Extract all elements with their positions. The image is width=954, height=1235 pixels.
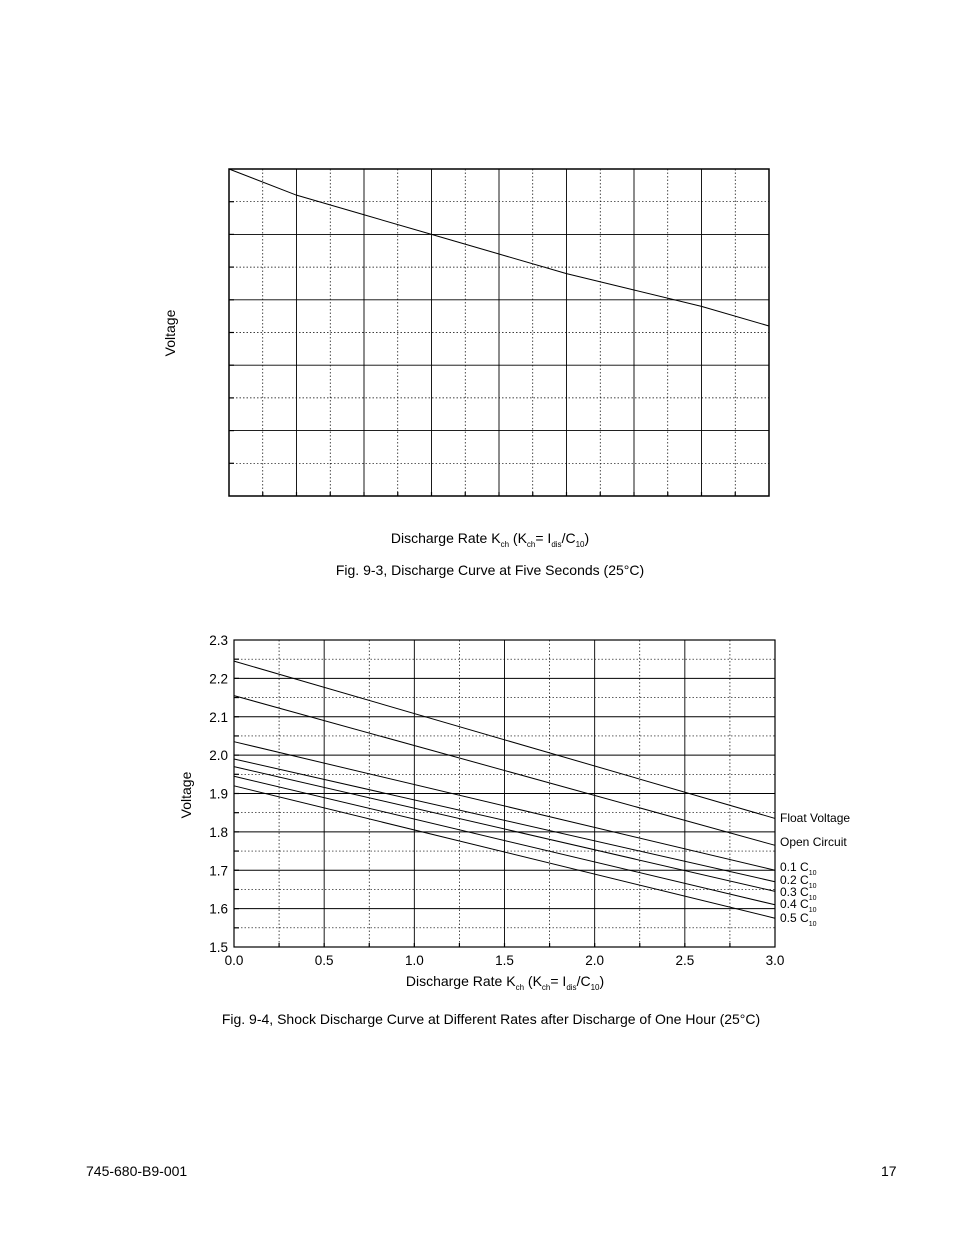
y-tick-label: 2.1: [209, 709, 228, 725]
y-tick-label: 1.8: [209, 824, 228, 840]
x-axis-label: Discharge Rate $K_{ch}$ $(K_{ch}= I_{dis}/C_{10})$: [390, 530, 590, 549]
x-tick-label: 3.0: [765, 953, 785, 968]
series-label-3: 0.1 $C_{10}$: [780, 860, 817, 877]
series-label-6: 0.4 $C_{10}$: [780, 897, 817, 914]
series-label-5: 0.3 $C_{10}$: [780, 885, 817, 902]
figure-caption: Fig. 9-3, Discharge Curve at Five Seconds (25°C): [335, 562, 645, 578]
grid: [234, 640, 775, 947]
chart-shock-discharge: [178, 633, 850, 1027]
series-label-2: Open Circuit: [780, 835, 847, 849]
x-tick-label: 2.5: [675, 953, 695, 968]
y-axis-label: Voltage: [162, 309, 178, 357]
y-tick-label: 1.9: [209, 786, 228, 802]
x-axis-label: Discharge Rate $K_{ch}$ $(K_{ch}= I_{dis}/C_{10})$: [405, 973, 605, 992]
y-tick-label: 2.3: [209, 633, 228, 648]
y-tick-label: 1.7: [209, 863, 228, 879]
series-labels: [780, 811, 850, 928]
y-tick-label: 2.0: [209, 748, 228, 764]
x-tick-labels: [225, 953, 785, 968]
y-tick-label: 1.5: [209, 940, 228, 955]
series-label-7: 0.5 $C_{10}$: [780, 911, 817, 928]
y-tick-label: 1.6: [209, 901, 228, 917]
y-tick-labels: [209, 633, 228, 955]
x-tick-label: 2.0: [585, 953, 605, 968]
grid: [229, 169, 769, 496]
x-tick-label: 0.0: [224, 953, 244, 968]
x-tick-label: 0.5: [314, 953, 334, 968]
y-axis-label: Voltage: [178, 771, 194, 819]
figure-caption: Fig. 9-4, Shock Discharge Curve at Different Rates after Discharge of One Hour (25°C): [221, 1011, 761, 1027]
document-number: 745-680-B9-001: [86, 1163, 188, 1179]
x-tick-label: 1.0: [404, 953, 424, 968]
series-label-4: 0.2 $C_{10}$: [780, 873, 817, 890]
page-number: 17: [881, 1163, 897, 1179]
chart-discharge-five-seconds: [162, 169, 769, 578]
y-tick-label: 2.2: [209, 671, 228, 687]
series-label-1: Float Voltage: [780, 811, 851, 825]
x-tick-label: 1.5: [495, 953, 514, 968]
